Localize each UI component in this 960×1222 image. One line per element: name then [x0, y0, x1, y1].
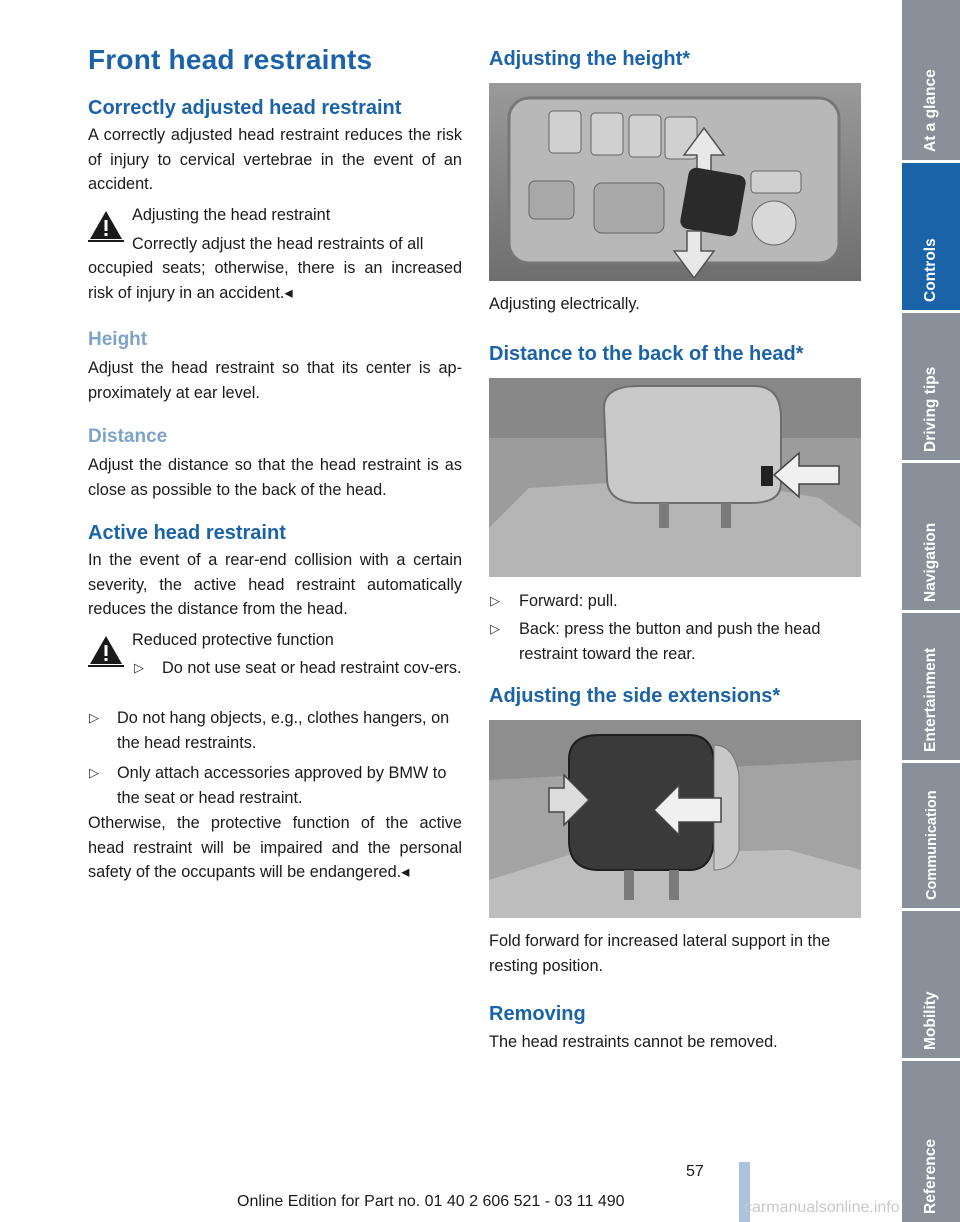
warning-icon-2 [88, 634, 124, 667]
edition-footer: Online Edition for Part no. 01 40 2 606 521 - 03 11 490 [237, 1193, 625, 1210]
sidebar-tab-label: Mobility [922, 991, 939, 1050]
bullet-marker: ▷ [89, 710, 99, 725]
subheading-height: Height [88, 329, 148, 350]
sidebar-tab-label: At a glance [922, 69, 939, 152]
sidebar-tab-label: Navigation [922, 522, 939, 602]
removing-text: The head restraints cannot be removed. [489, 1033, 778, 1051]
sidebar-tab-label: Controls [922, 238, 939, 302]
bullet-hang-objects: Do not hang objects, e.g., clothes hangers, on the head restraints. [117, 709, 450, 752]
subheading-distance: Distance [88, 426, 168, 447]
bullet-marker: ▷ [490, 593, 500, 608]
section-heading-adjust-height: Adjusting the height* [489, 48, 691, 70]
side-extensions-text: Fold forward for increased lateral support in the resting position. [489, 932, 831, 975]
closing-text: Otherwise, the protective function of the active head restraint will be impaired and the personal safety of the occupants will be endangered.◂ [88, 814, 462, 881]
sidebar-tab-at-a-glance[interactable] [902, 0, 960, 160]
bullet-marker: ▷ [89, 765, 99, 780]
bullet-forward: Forward: pull. [519, 592, 618, 610]
bullet-back: Back: press the button and push the head restraint toward the rear. [519, 620, 821, 663]
section-heading-distance: Distance to the back of the head* [489, 343, 804, 365]
sidebar-tab-entertainment[interactable] [902, 613, 960, 760]
page-title: Front head restraints [88, 44, 373, 75]
sidebar-tab-reference[interactable] [902, 1061, 960, 1222]
sidebar-tab-mobility[interactable] [902, 911, 960, 1058]
distance-text: Adjust the distance so that the head restraint is as close as possible to the back of the head. [88, 456, 462, 499]
bullet-marker: ▷ [134, 660, 144, 675]
section-heading-correct-adjustment: Correctly adjusted head restraint [88, 97, 402, 119]
side-extensions-photo [489, 720, 861, 918]
page-number: 57 [686, 1163, 704, 1180]
section-text-correct-adjustment: A correctly adjusted head restraint reduces the risk of injury to cervical vertebrae in the event of an accident. [88, 126, 462, 193]
watermark: carmanualsonline.info [744, 1199, 900, 1216]
head-restraint-distance-photo [489, 378, 861, 577]
bullet-marker: ▷ [490, 621, 500, 636]
sidebar-tab-communication[interactable] [902, 763, 960, 908]
sidebar-tab-navigation[interactable] [902, 463, 960, 610]
section-heading-active: Active head restraint [88, 522, 286, 544]
bullet-accessories: Only attach accessories approved by BMW to the seat or head restraint. [117, 764, 447, 807]
warning-title-adjusting: Adjusting the head restraint [132, 206, 331, 224]
warning-bullet-text: Do not use seat or head restraint cov-ers. [162, 659, 462, 677]
caption-adjusting-electrically: Adjusting electrically. [489, 295, 640, 313]
sidebar-tab-controls[interactable] [902, 163, 960, 310]
section-heading-removing: Removing [489, 1003, 586, 1025]
section-heading-side-extensions: Adjusting the side extensions* [489, 685, 781, 707]
sidebar-tab-label: Communication [924, 790, 940, 900]
height-text: Adjust the head restraint so that its center is ap-proximately at ear level. [88, 359, 462, 402]
sidebar-tab-label: Reference [922, 1139, 939, 1214]
sidebar-tab-label: Entertainment [922, 647, 939, 752]
sidebar-tab-driving-tips[interactable] [902, 313, 960, 460]
active-text: In the event of a rear-end collision with a certain severity, the active head restraint automatically reduces the distance from the head. [88, 551, 462, 618]
warning-icon [88, 209, 124, 242]
sidebar-tab-label: Driving tips [922, 366, 939, 452]
seat-controls-photo [489, 83, 861, 281]
chapter-sidebar [902, 0, 960, 1222]
warning-text-line1: Correctly adjust the head restraints of all [132, 235, 424, 253]
warning-text-line2: occupied seats; otherwise, there is an increased risk of injury in an accident.◂ [88, 259, 462, 302]
warning-title-reduced: Reduced protective function [132, 631, 334, 649]
